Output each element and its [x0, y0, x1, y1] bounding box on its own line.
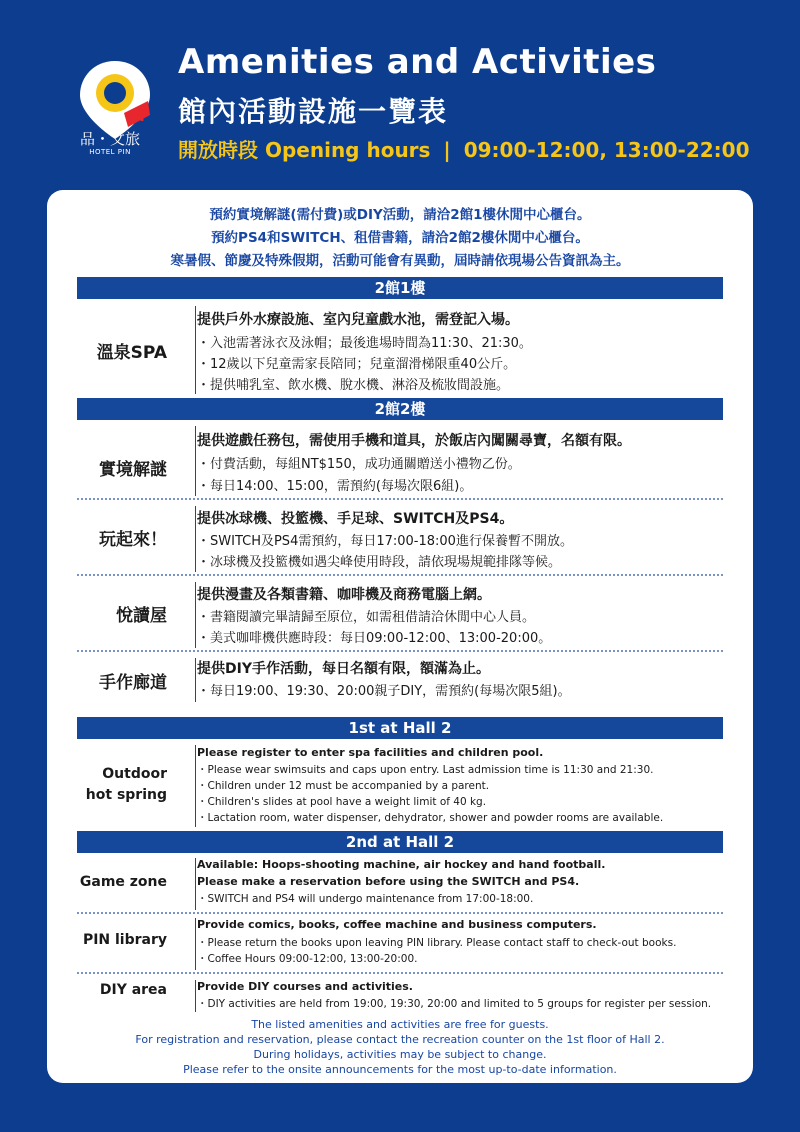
section-label-library: PIN library: [82, 932, 167, 948]
dotted-divider: [77, 498, 723, 500]
diy-line-2: ・每日19:00、19:30、20:00親子DIY，需預約(每場次限5組)。: [197, 684, 571, 699]
svg-text:IN: IN: [130, 110, 145, 124]
page-title-zh: 館內活動設施一覽表: [178, 95, 449, 128]
library-line-3: ・Coffee Hours 09:00-12:00, 13:00-20:00.: [197, 953, 418, 965]
spa-line-2: ・入池需著泳衣及泳帽；最後進場時間為11:30、21:30。: [197, 336, 532, 351]
section-bar-zh-floor2: 2館2樓: [77, 398, 723, 420]
divider-line: [195, 582, 196, 648]
section-label-outdoor-line1: Outdoor: [102, 766, 167, 782]
footer-line-4: Please refer to the onsite announcements for the most up-to-date information.: [183, 1063, 617, 1076]
hours-separator: |: [443, 138, 451, 162]
play-line-3: ・冰球機及投籃機如遇尖峰使用時段，請依現場規範排隊等候。: [197, 555, 562, 570]
library-line-2: ・Please return the books upon leaving PIN library. Please contact staff to check-out books.: [197, 937, 677, 949]
spa-line-4: ・提供哺乳室、飲水機、脫水機、淋浴及梳妝間設施。: [197, 378, 510, 393]
section-label-diy: 手作廊道: [99, 673, 167, 693]
divider-line: [195, 918, 196, 970]
divider-line: [195, 658, 196, 702]
notice-line-1: 預約實境解謎(需付費)或DIY活動，請洽2館1樓休閒中心櫃台。: [209, 207, 591, 223]
divider-line: [195, 306, 196, 394]
notice-line-3: 寒暑假、節慶及特殊假期，活動可能會有異動，屆時請依現場公告資訊為主。: [170, 253, 630, 269]
game-line-1: Available: Hoops-shooting machine, air hockey and hand football.: [197, 858, 606, 871]
dotted-divider: [77, 972, 723, 974]
footer-line-3: During holidays, activities may be subject to change.: [253, 1048, 547, 1061]
escape-line-2: ・付費活動，每組NT$150，成功通關贈送小禮物乙份。: [197, 457, 521, 472]
section-label-outdoor-line2: hot spring: [85, 787, 167, 803]
play-line-1: 提供冰球機、投籃機、手足球、SWITCH及PS4。: [197, 511, 514, 527]
diy-en-line-1: Provide DIY courses and activities.: [197, 980, 413, 993]
spa-en-line-5: ・Lactation room, water dispenser, dehydrator, shower and powder rooms are available.: [197, 812, 664, 824]
divider-line: [195, 980, 196, 1012]
game-line-3: ・SWITCH and PS4 will undergo maintenance from 17:00-18:00.: [197, 893, 534, 905]
spa-line-3: ・12歲以下兒童需家長陪同；兒童溜滑梯限重40公斤。: [197, 357, 517, 372]
divider-line: [195, 745, 196, 827]
section-label-play: 玩起來！: [99, 530, 167, 550]
spa-line-1: 提供戶外水療設施、室內兒童戲水池，需登記入場。: [197, 312, 519, 328]
reading-line-1: 提供漫畫及各類書籍、咖啡機及商務電腦上網。: [197, 587, 491, 603]
reading-line-2: ・書籍閱讀完畢請歸至原位，如需租借請洽休閒中心人員。: [197, 610, 536, 625]
section-label-reading: 悅讀屋: [116, 606, 167, 626]
spa-en-line-4: ・Children's slides at pool have a weight limit of 40 kg.: [197, 796, 487, 808]
divider-line: [195, 506, 196, 572]
section-label-escape: 實境解謎: [99, 460, 167, 480]
section-bar-zh-floor1: 2館1樓: [77, 277, 723, 299]
spa-en-line-2: ・Please wear swimsuits and caps upon entry. Last admission time is 11:30 and 21:30.: [197, 764, 654, 776]
section-label-game: Game zone: [79, 874, 167, 890]
divider-line: [195, 858, 196, 910]
game-line-2: Please make a reservation before using the SWITCH and PS4.: [197, 875, 580, 888]
hours-value: 09:00-12:00, 13:00-22:00: [463, 138, 750, 162]
footer-line-1: The listed amenities and activities are free for guests.: [251, 1018, 549, 1031]
dotted-divider: [77, 912, 723, 914]
logo-subtext: HOTEL PIN: [89, 148, 131, 156]
section-label-diy-area: DIY area: [99, 982, 167, 998]
logo-text: 品・文旅: [79, 130, 140, 148]
section-label-spa: 溫泉SPA: [96, 343, 167, 363]
divider-line: [195, 426, 196, 496]
diy-en-line-2: ・DIY activities are held from 19:00, 19:30, 20:00 and limited to 5 groups for register per session.: [197, 998, 712, 1010]
library-line-1: Provide comics, books, coffee machine and business computers.: [197, 918, 597, 931]
spa-en-line-1: Please register to enter spa facilities and children pool.: [197, 746, 544, 759]
reading-line-3: ・美式咖啡機供應時段：每日09:00-12:00、13:00-20:00。: [197, 631, 552, 646]
section-bar-en-floor2: 2nd at Hall 2: [77, 831, 723, 853]
content-card: [47, 190, 753, 1083]
notice-line-2: 預約PS4和SWITCH、租借書籍，請洽2館2樓休閒中心櫃台。: [211, 230, 589, 246]
hours-label-en: Opening hours: [264, 138, 431, 162]
dotted-divider: [77, 650, 723, 652]
diy-line-1: 提供DIY手作活動，每日名額有限，額滿為止。: [197, 661, 490, 677]
escape-line-1: 提供遊戲任務包，需使用手機和道具，於飯店內闖關尋寶，名額有限。: [197, 433, 631, 449]
header: [0, 0, 800, 190]
opening-hours: [178, 134, 750, 163]
dotted-divider: [77, 574, 723, 576]
hours-label-zh: 開放時段: [178, 138, 258, 162]
section-bar-en-floor1: 1st at Hall 2: [77, 717, 723, 739]
footer-line-2: For registration and reservation, please contact the recreation counter on the 1st floor of Hall 2.: [135, 1033, 665, 1046]
spa-en-line-3: ・Children under 12 must be accompanied by a parent.: [197, 780, 490, 792]
page-title-en: Amenities and Activities: [178, 42, 657, 82]
escape-line-3: ・每日14:00、15:00，需預約(每場次限6組)。: [197, 479, 473, 494]
play-line-2: ・SWITCH及PS4需預約，每日17:00-18:00進行保養暫不開放。: [197, 534, 573, 549]
